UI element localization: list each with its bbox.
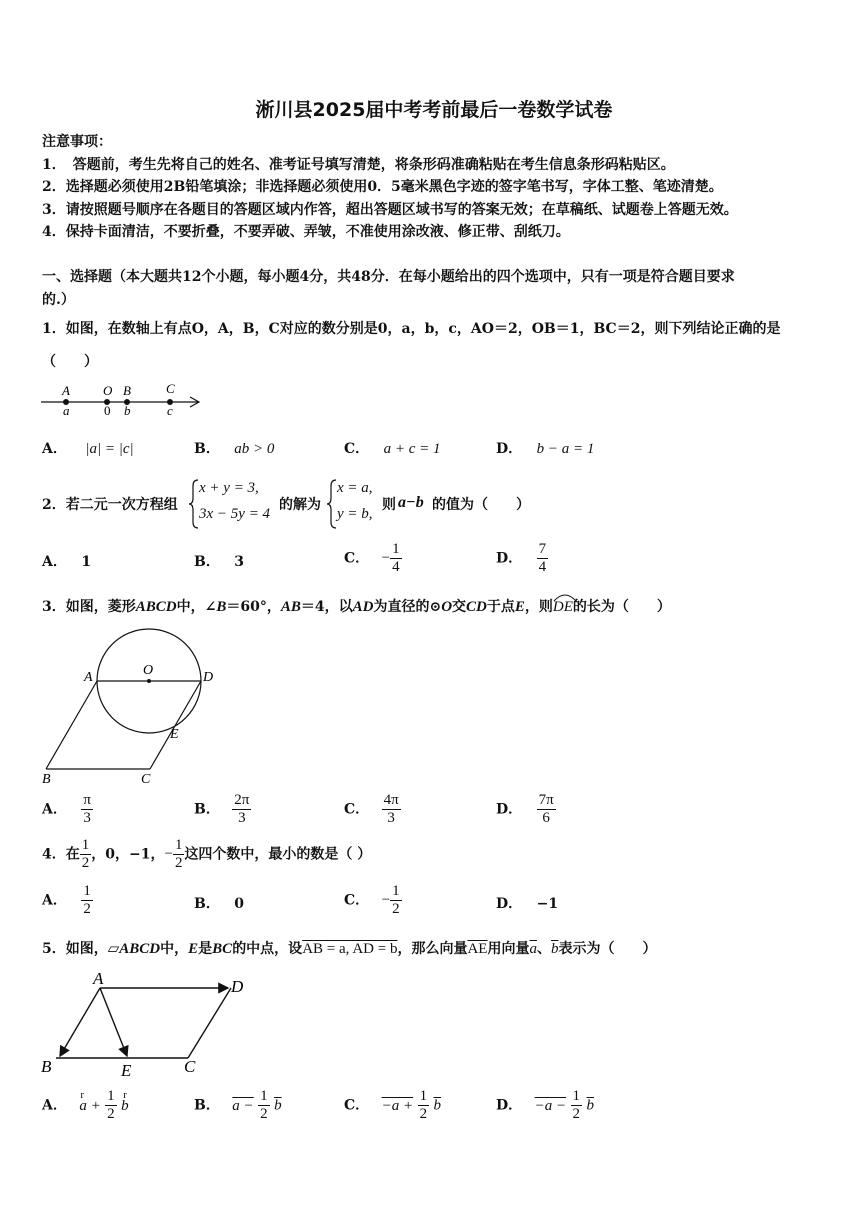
q2-option-c[interactable] [344, 541, 402, 576]
notice-heading: 注意事项： [42, 134, 112, 150]
option-label: B． [194, 896, 220, 912]
q1-option-b[interactable] [194, 440, 274, 458]
option-fraction: $\frac{4\pi}{3}$ [383, 792, 399, 826]
q5-parallelogram-figure [38, 970, 268, 1080]
option-fraction: $\frac{1}{2}$ [392, 883, 400, 917]
option-post: $\overline{b}$ [586, 1097, 594, 1114]
option-label: D． [496, 801, 523, 818]
q5-stem: 5．如图，▱ABCD中，E是BC的中点，设AB = a, AD = b，那么向量$\overline{AE}$用向量$\overline{a}$、$\overline{b}$表示为（ ） [42, 941, 657, 957]
q3-rhombus-figure [38, 624, 228, 789]
option-fraction: $\frac{7}{4}$ [538, 541, 547, 575]
q2-eq1: x + y = 3, [199, 480, 259, 496]
option-label: B． [194, 441, 220, 457]
segment-cd [150, 681, 201, 769]
option-label: B． [194, 554, 220, 570]
notice-item-1: 1． 答题前，考生先将自己的姓名、准考证号填写清楚，将条形码准确粘贴在考生信息条形码粘贴区。 [42, 157, 675, 173]
q4-option-c[interactable] [344, 883, 402, 918]
option-pre: r a + [79, 1088, 101, 1114]
segment-ab [46, 681, 97, 769]
option-label: C． [344, 1097, 370, 1114]
option-fraction: $\frac{1}{2}$ [260, 1088, 268, 1122]
q4-fraction-1: $\frac{1}{2}$ [81, 837, 90, 871]
q3-option-a[interactable] [42, 792, 93, 827]
vector-ae [100, 988, 127, 1056]
label-E: E [121, 1061, 132, 1080]
option-label: A． [42, 892, 67, 909]
q2-expr: a−b [398, 494, 424, 511]
label-O: O [103, 383, 113, 398]
page-title: 淅川县2025届中考考前最后一卷数学试卷 [255, 99, 613, 121]
q5-option-b[interactable] [194, 1088, 282, 1123]
option-fraction: $\frac{7\pi}{6}$ [538, 792, 554, 826]
option-text: −1 [536, 896, 559, 912]
label-zero: 0 [104, 403, 111, 418]
q2-prefix: 2．若二元一次方程组 [42, 497, 178, 513]
option-label: A． [42, 1097, 67, 1114]
label-D: D [203, 670, 214, 685]
q1-paren: （ ） [42, 354, 98, 370]
option-text: ab > 0 [234, 441, 275, 457]
q4-stem: 4．在 $\frac{1}{2}$ ，0，−1，− $\frac{1}{2}$ 这四个数中，最小的数是（ ） [42, 837, 372, 871]
label-C: C [141, 772, 151, 787]
label-B: B [123, 383, 131, 398]
option-text: b − a = 1 [536, 441, 595, 457]
option-fraction: $\frac{1}{4}$ [392, 541, 400, 575]
q4-sign: − [164, 846, 173, 862]
option-text: 3 [234, 554, 245, 570]
option-label: B． [194, 1097, 220, 1114]
q1-option-c[interactable] [344, 440, 441, 458]
q2-option-d[interactable] [496, 541, 548, 576]
vector-ab [60, 988, 100, 1056]
option-label: D． [496, 896, 523, 912]
q4-fraction-2: $\frac{1}{2}$ [174, 837, 183, 871]
option-label: D． [496, 550, 523, 567]
option-fraction: $\frac{2\pi}{3}$ [234, 792, 250, 826]
q5-option-c[interactable] [344, 1088, 441, 1123]
notice-item-2: 2．选择题必须使用2B铅笔填涂；非选择题必须使用0．5毫米黑色字迹的签字笔书写，字体工整、笔迹清楚。 [42, 179, 723, 195]
q5-option-a[interactable] [42, 1088, 129, 1123]
q1-option-d[interactable] [496, 440, 594, 458]
section-heading-line1: 一、选择题（本大题共12个小题，每小题4分，共48分．在每小题给出的四个选项中，只有一项是符合题目要求 [42, 269, 735, 285]
option-text: 1 [81, 554, 92, 570]
q1-stem: 1．如图，在数轴上有点O，A，B，C对应的数分别是0，a，b，c，AO＝2，OB＝1，BC＝2，则下列结论正确的是 [42, 321, 781, 337]
option-label: C． [344, 892, 370, 909]
option-label: C． [344, 801, 370, 818]
label-B: B [41, 1057, 52, 1076]
option-label: D． [496, 1097, 523, 1114]
notice-item-3: 3．请按照题号顺序在各题目的答题区域内作答，超出答题区域书写的答案无效；在草稿纸、试题卷上答题无效。 [42, 202, 738, 218]
option-sign: − [381, 892, 391, 908]
label-c: c [167, 403, 173, 418]
option-label: C． [344, 441, 370, 457]
option-fraction: $\frac{1}{2}$ [419, 1088, 428, 1122]
option-pre: a − [232, 1097, 254, 1114]
q2-suffix: 的值为（ ） [432, 497, 530, 513]
label-a: a [63, 403, 70, 418]
q2-mid: 的解为 [279, 497, 321, 513]
option-sign: − [381, 550, 391, 566]
label-C: C [184, 1057, 196, 1076]
q1-number-line-figure [38, 380, 208, 420]
q2-option-b[interactable] [194, 553, 244, 571]
label-B: B [42, 772, 51, 787]
option-text: |a| = |c| [85, 441, 134, 457]
option-fraction: $\frac{1}{2}$ [83, 883, 91, 917]
q3-option-b[interactable] [194, 792, 251, 827]
option-pre: −a + [381, 1097, 414, 1114]
label-A: A [93, 970, 104, 988]
label-C: C [166, 381, 175, 396]
option-label: A． [42, 441, 67, 457]
q1-option-a[interactable] [42, 440, 134, 458]
option-label: B． [194, 801, 220, 818]
option-label: A． [42, 554, 67, 570]
q2-sol1: x = a, [337, 480, 373, 496]
option-post: $\overline{b}$ [274, 1097, 282, 1114]
option-fraction: $\frac{1}{2}$ [572, 1088, 581, 1122]
q3-option-c[interactable] [344, 792, 401, 827]
option-post: $\overline{b}$ [433, 1097, 442, 1114]
option-pre: −a − [534, 1097, 567, 1114]
option-fraction: $\frac{\pi}{3}$ [83, 792, 91, 826]
section-heading-line2: 的.） [42, 292, 75, 308]
option-label: D． [496, 441, 523, 457]
q4-option-d[interactable] [496, 895, 558, 913]
label-E: E [170, 727, 179, 742]
option-label: C． [344, 550, 370, 567]
option-label: A． [42, 801, 67, 818]
label-D: D [231, 977, 244, 996]
option-text: a + c = 1 [383, 441, 441, 457]
q2-sol2: y = b, [337, 506, 373, 522]
label-A: A [62, 383, 70, 398]
label-b: b [124, 403, 131, 418]
center-o [147, 679, 151, 683]
option-post: r b [121, 1088, 129, 1114]
label-A: A [84, 670, 93, 685]
option-text: 0 [234, 896, 245, 912]
option-fraction: $\frac{1}{2}$ [107, 1088, 115, 1122]
arc-de: DE [553, 598, 573, 616]
q3-stem: 3．如图，菱形ABCD中，∠B＝60°，AB＝4，以AD为直径的⊙O交CD于点E，则 DE的长为（ ） [42, 598, 671, 616]
q4-option-b[interactable] [194, 895, 244, 913]
q2-then: 则 [382, 497, 396, 513]
q2-eq2: 3x − 5y = 4 [199, 506, 271, 522]
q5-option-d[interactable] [496, 1088, 594, 1123]
segment-cd [188, 988, 231, 1058]
q2-option-a[interactable] [42, 553, 91, 571]
notice-item-4: 4．保持卡面清洁，不要折叠，不要弄破、弄皱，不准使用涂改液、修正带、刮纸刀。 [42, 224, 570, 240]
label-O: O [143, 663, 154, 678]
q3-option-d[interactable] [496, 792, 556, 827]
q4-option-a[interactable] [42, 883, 93, 918]
